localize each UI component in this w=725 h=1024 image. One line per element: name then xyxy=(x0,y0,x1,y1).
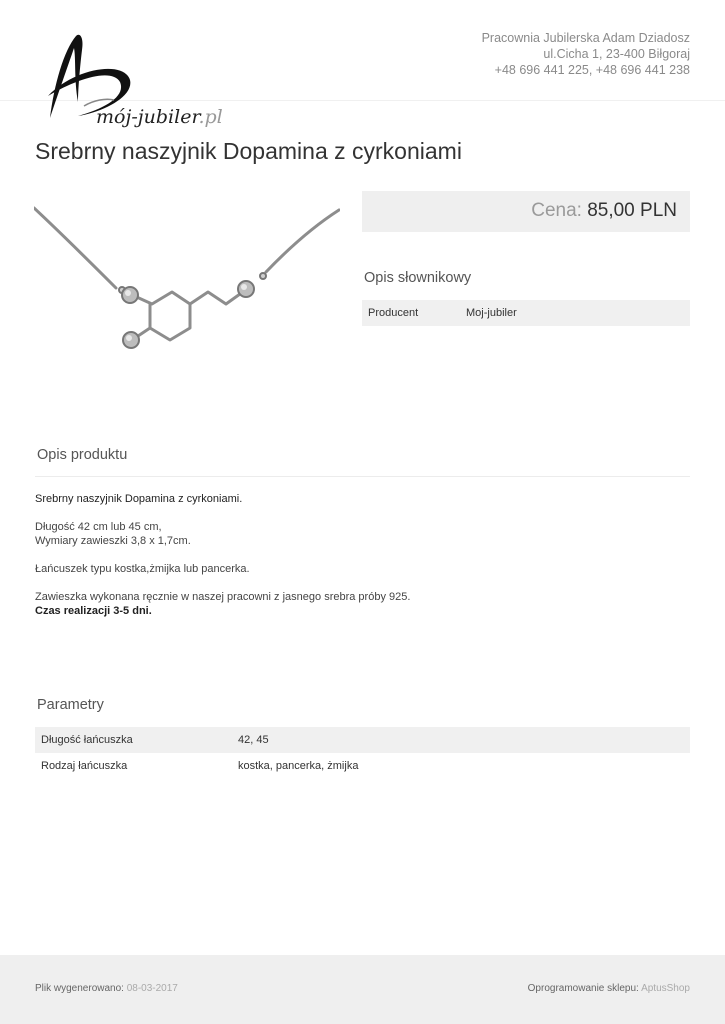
software-link[interactable]: AptusShop xyxy=(641,983,690,994)
software-label: Oprogramowanie sklepu: xyxy=(527,983,639,994)
software-info xyxy=(528,983,690,994)
dictionary-heading: Opis słownikowy xyxy=(364,270,472,286)
dictionary-row xyxy=(362,300,690,326)
product-description xyxy=(35,492,410,618)
description-line: Wymiary zawieszki 3,8 x 1,7cm. xyxy=(35,535,191,547)
parameter-value: kostka, pancerka, żmijka xyxy=(238,760,359,772)
parameter-key: Rodzaj łańcuszka xyxy=(41,760,128,772)
price-value: 85,00 PLN xyxy=(587,200,677,221)
store-logo[interactable] xyxy=(44,30,234,132)
description-line: Czas realizacji 3-5 dni. xyxy=(35,605,152,617)
generated-info xyxy=(35,983,178,994)
generated-date: 08-03-2017 xyxy=(126,983,178,994)
page-footer xyxy=(0,955,725,1024)
dopamine-necklace-icon xyxy=(34,200,340,360)
parameter-value: 42, 45 xyxy=(238,734,269,746)
price xyxy=(531,200,677,222)
product-title: Srebrny naszyjnik Dopamina z cyrkoniami xyxy=(35,138,462,164)
dictionary-key: Producent xyxy=(368,307,419,319)
company-info xyxy=(482,30,690,78)
parameter-key: Długość łańcuszka xyxy=(41,734,133,746)
page-header xyxy=(0,0,725,128)
product-image[interactable] xyxy=(34,200,340,360)
company-name: Pracownia Jubilerska Adam Dziadosz xyxy=(481,31,690,45)
description-line: Zawieszka wykonana ręcznie w naszej pracowni z jasnego srebra próby 925. xyxy=(35,591,411,603)
description-line: Srebrny naszyjnik Dopamina z cyrkoniami. xyxy=(35,493,243,505)
company-address: ul.Cicha 1, 23-400 Biłgoraj xyxy=(543,47,690,61)
dictionary-value: Moj-jubiler xyxy=(466,307,517,319)
price-box xyxy=(362,191,690,232)
description-line: Długość 42 cm lub 45 cm, xyxy=(35,521,162,533)
description-divider xyxy=(35,476,690,477)
table-row xyxy=(35,753,690,779)
parameters-heading: Parametry xyxy=(37,697,104,713)
logo-wordmark: mój-jubiler.pl xyxy=(96,106,223,128)
table-row xyxy=(35,727,690,753)
generated-label: Plik wygenerowano: xyxy=(35,983,124,994)
price-label: Cena: xyxy=(531,200,582,221)
description-line: Łańcuszek typu kostka,żmijka lub pancerka. xyxy=(35,563,250,575)
description-heading: Opis produktu xyxy=(37,447,128,463)
company-phones: +48 696 441 225, +48 696 441 238 xyxy=(494,63,690,77)
parameters-table xyxy=(35,727,690,779)
